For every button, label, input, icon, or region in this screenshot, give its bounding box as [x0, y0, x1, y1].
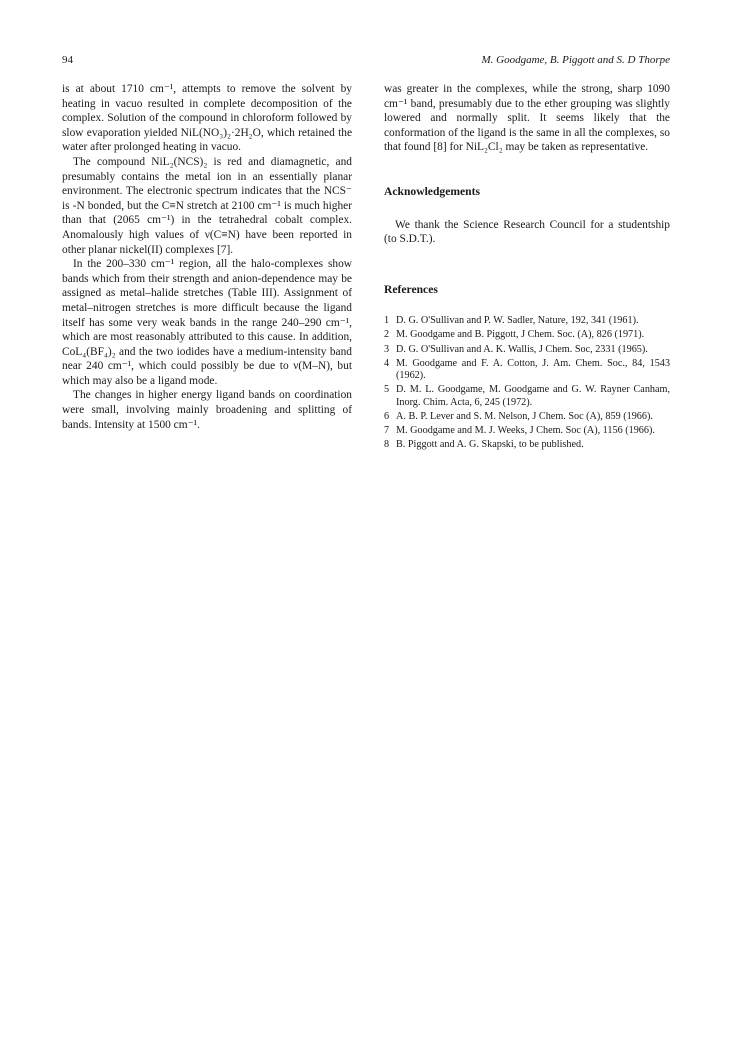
- body-paragraph-4: The changes in higher energy ligand bands on coordination were small, involving mainly broadening and splitting of bands. Intensity at 1500 cm⁻¹.: [62, 389, 352, 431]
- references-heading: References: [384, 282, 438, 296]
- reference-item: [384, 315, 670, 328]
- reference-text: B. Piggott and A. G. Skapski, to be published.: [396, 439, 584, 451]
- right-column: [384, 82, 670, 453]
- acknowledgements-text: We thank the Science Research Council for a studentship (to S.D.T.).: [384, 218, 670, 246]
- page-number: 94: [62, 54, 73, 66]
- running-head: M. Goodgame, B. Piggott and S. D Thorpe: [481, 54, 670, 66]
- reference-number: 4: [384, 357, 390, 369]
- reference-number: 8: [384, 439, 390, 451]
- reference-text: M. Goodgame and B. Piggott, J Chem. Soc. (A), 826 (1971).: [396, 329, 645, 341]
- body-paragraph-3: In the 200–330 cm⁻¹ region, all the halo-complexes show bands which from their strength and anion-dependence may be assigned as metal–halide stretches (Table III). Assignment of metal–nitrogen stretches is more difficult because the ligand itself has some very weak bands in the range 240–290 cm⁻¹, which are most reasonably attributed to this cause. In addition, CoL₄(BF₄)₂ and the two iodides have a medium-intensity band near 240 cm⁻¹, which could possibly be due to ν(M–N), but which may also be a ligand mode.: [62, 258, 352, 387]
- reference-number: 3: [384, 343, 390, 355]
- reference-item: [384, 358, 670, 383]
- reference-item: [384, 384, 670, 409]
- reference-number: 2: [384, 329, 390, 341]
- reference-list: [384, 315, 670, 451]
- left-column: [62, 82, 352, 432]
- body-paragraph-1: is at about 1710 cm⁻¹, attempts to remove the solvent by heating in vacuo resulted in complete decomposition of the complex. Solution of the compound in chloroform followed by slow evaporation yielded NiL(NO₃)₂·2H₂O, which retained the water after prolonged heating in vacuo.: [62, 83, 352, 154]
- reference-item: [384, 329, 670, 342]
- reference-text: M. Goodgame and F. A. Cotton, J. Am. Chem. Soc., 84, 1543 (1962).: [396, 357, 670, 382]
- reference-text: A. B. P. Lever and S. M. Nelson, J Chem. Soc (A), 859 (1966).: [396, 411, 653, 422]
- acknowledgements-heading: Acknowledgements: [384, 184, 480, 198]
- body-paragraph-2: The compound NiL₂(NCS)₂ is red and diamagnetic, and presumably contains the metal ion in an essentially planar environment. The electronic spectrum indicates that the NCS⁻ is -N bonded, but the C≡N stretch at 2100 cm⁻¹ is much higher than that (2065 cm⁻¹) in the tetrahedral cobalt complex. Anomalously high values of ν(C≡N) have been reported in other planar nickel(II) complexes [7].: [62, 155, 352, 256]
- reference-text: D. G. O'Sullivan and P. W. Sadler, Nature, 192, 341 (1961).: [396, 315, 639, 327]
- continuation-paragraph: was greater in the complexes, while the strong, sharp 1090 cm⁻¹ band, presumably due to the ether grouping was slightly lowered and normally split. It seems likely that the conformation of the ligand is the same in all the complexes, so that found [8] for NiL₂Cl₂ may be taken as representative.: [384, 83, 670, 154]
- reference-item: [384, 439, 670, 452]
- reference-text: D. M. L. Goodgame, M. Goodgame and G. W. Rayner Canham, Inorg. Chim. Acta, 6, 245 (1972).: [396, 384, 670, 408]
- reference-number: 6: [384, 411, 390, 422]
- page-header: [62, 54, 670, 70]
- reference-item: [384, 344, 670, 357]
- reference-text: M. Goodgame and M. J. Weeks, J Chem. Soc (A), 1156 (1966).: [396, 425, 655, 437]
- reference-item: [384, 411, 670, 424]
- reference-number: 5: [384, 384, 390, 396]
- reference-number: 7: [384, 425, 390, 437]
- reference-text: D. G. O'Sullivan and A. K. Wallis, J Chem. Soc, 2331 (1965).: [396, 343, 648, 355]
- reference-item: [384, 425, 670, 438]
- reference-number: 1: [384, 315, 390, 327]
